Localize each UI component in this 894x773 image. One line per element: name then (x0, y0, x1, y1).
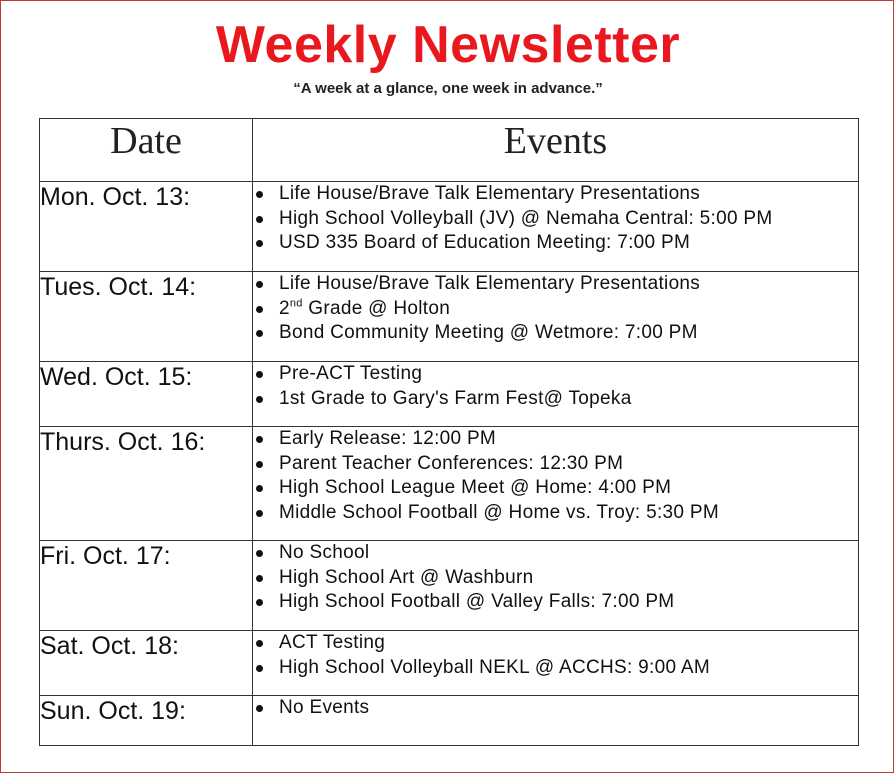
event-item (253, 272, 858, 297)
table-row-saturday (40, 631, 859, 696)
date-cell: Sat. Oct. 18: (40, 631, 253, 696)
event-text: Early Release: 12:00 PM (279, 428, 497, 449)
bullet-dot-icon (256, 599, 263, 606)
table-row-wednesday (40, 362, 859, 427)
bullet-dot-icon (256, 216, 263, 223)
date-cell: Fri. Oct. 17: (40, 541, 253, 631)
table-row-thursday (40, 427, 859, 541)
event-text: USD 335 Board of Education Meeting: 7:00 PM (279, 232, 691, 253)
event-text: 1st Grade to Gary's Farm Fest@ Topeka (279, 387, 632, 409)
event-item (253, 321, 858, 346)
table-row-friday (40, 541, 859, 631)
column-header-date: Date (40, 119, 253, 182)
table-header-row (40, 119, 859, 182)
table-row-tuesday (40, 272, 859, 362)
events-cell (253, 427, 859, 541)
bullet-dot-icon (256, 705, 263, 712)
events-cell (253, 362, 859, 427)
event-item (253, 387, 858, 412)
event-item (253, 501, 858, 526)
event-text: Parent Teacher Conferences: 12:30 PM (279, 452, 624, 474)
table-row-sunday (40, 696, 859, 746)
event-item (253, 427, 858, 452)
event-text: Bond Community Meeting @ Wetmore: 7:00 PM (279, 322, 698, 343)
event-text: No Events (279, 697, 370, 718)
event-text: Middle School Football @ Home vs. Troy: 5:30 PM (279, 501, 719, 523)
date-cell: Mon. Oct. 13: (40, 182, 253, 272)
date-cell: Tues. Oct. 14: (40, 272, 253, 362)
event-item (253, 696, 858, 721)
bullet-dot-icon (256, 330, 263, 337)
event-item (253, 590, 858, 615)
events-cell (253, 272, 859, 362)
event-text: No School (279, 542, 370, 563)
event-list (253, 696, 858, 721)
event-item (253, 297, 858, 322)
event-item (253, 541, 858, 566)
event-text: Life House/Brave Talk Elementary Presentations (279, 273, 701, 294)
events-cell (253, 631, 859, 696)
event-item (253, 182, 858, 207)
event-item (253, 231, 858, 256)
table-row-monday (40, 182, 859, 272)
bullet-dot-icon (256, 461, 263, 468)
event-list (253, 182, 858, 256)
event-text: High School Football @ Valley Falls: 7:00 PM (279, 591, 675, 612)
bullet-dot-icon (256, 436, 263, 443)
event-item (253, 476, 858, 501)
event-text: Pre-ACT Testing (279, 363, 423, 384)
event-item (253, 631, 858, 656)
date-cell: Sun. Oct. 19: (40, 696, 253, 746)
schedule-table (39, 118, 859, 746)
bullet-dot-icon (256, 191, 263, 198)
bullet-dot-icon (256, 665, 263, 672)
events-cell (253, 182, 859, 272)
event-list (253, 427, 858, 525)
ordinal-suffix: nd (289, 297, 303, 310)
bullet-dot-icon (256, 240, 263, 247)
event-list (253, 631, 858, 680)
event-text: High School Volleyball NEKL @ ACCHS: 9:00 AM (279, 656, 710, 678)
bullet-dot-icon (256, 575, 263, 582)
bullet-dot-icon (256, 306, 263, 313)
event-text: ACT Testing (279, 632, 386, 653)
bullet-dot-icon (256, 485, 263, 492)
newsletter-title: Weekly Newsletter (215, 16, 681, 74)
bullet-dot-icon (256, 396, 263, 403)
event-list (253, 362, 858, 411)
event-item (253, 362, 858, 387)
event-item (253, 656, 858, 681)
ordinal-rest: Grade @ Holton (302, 297, 451, 319)
event-text: Life House/Brave Talk Elementary Presentations (279, 183, 701, 204)
date-cell: Wed. Oct. 15: (40, 362, 253, 427)
newsletter-subtitle: “A week at a glance, one week in advance.” (293, 80, 603, 97)
ordinal-number: 2 (279, 297, 290, 319)
event-item (253, 207, 858, 232)
bullet-dot-icon (256, 550, 263, 557)
event-item (253, 452, 858, 477)
date-cell: Thurs. Oct. 16: (40, 427, 253, 541)
event-list (253, 272, 858, 346)
column-header-events: Events (253, 119, 859, 182)
events-cell (253, 696, 859, 746)
bullet-dot-icon (256, 371, 263, 378)
event-text: High School League Meet @ Home: 4:00 PM (279, 477, 672, 498)
event-text-ordinal (279, 298, 450, 319)
bullet-dot-icon (256, 510, 263, 517)
events-cell (253, 541, 859, 631)
event-text: High School Art @ Washburn (279, 566, 534, 588)
event-text: High School Volleyball (JV) @ Nemaha Central: 5:00 PM (279, 207, 773, 229)
bullet-dot-icon (256, 281, 263, 288)
event-list (253, 541, 858, 615)
bullet-dot-icon (256, 640, 263, 647)
event-item (253, 566, 858, 591)
